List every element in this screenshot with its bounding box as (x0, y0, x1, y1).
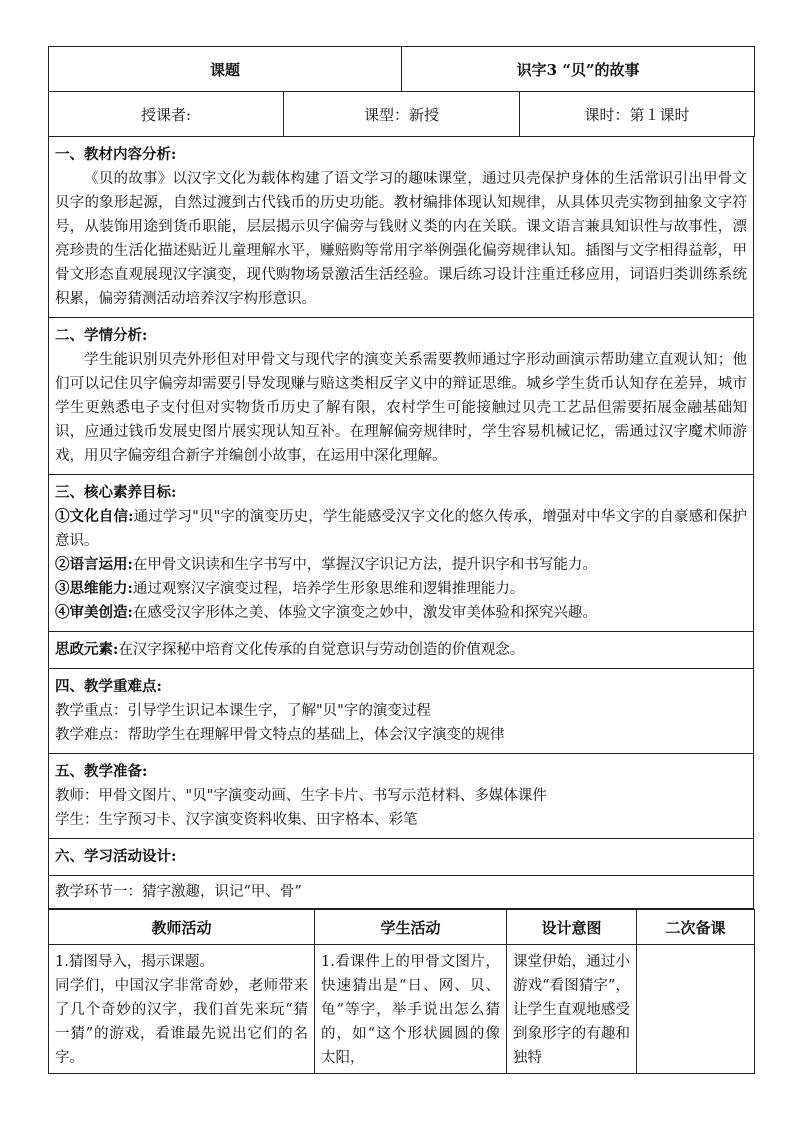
section-key-points (49, 669, 754, 754)
goal-item: ③思维能力:通过观察汉字演变过程，培养学生形象思维和逻辑推理能力。 (55, 580, 525, 597)
col-second-prep: 二次备课 (637, 910, 755, 945)
key-point: 教学重点：引导学生识记本课生字，了解"贝"字的演变过程 (55, 703, 431, 719)
section-title: 五、教学准备: (55, 763, 148, 780)
section-preparation (49, 754, 754, 839)
section-title: 二、学情分析: (55, 327, 148, 344)
section-title: 四、教学重难点: (55, 678, 162, 695)
activity-link: 教学环节一：猜字激趣，识记“甲、骨” (49, 876, 754, 909)
lesson-plan-page (48, 46, 754, 1074)
section-activity-title (49, 839, 754, 876)
topic-value: 识字3 “贝”的故事 (402, 47, 755, 92)
teacher-activity-cell: 1.猜图导入，揭示课题。 同学们，中国汉字非常奇妙，老师带来了几个奇妙的汉字，我们首先来玩“猜一猜”的游戏，看谁最先说出它们的名字。 (49, 945, 315, 1074)
activity-row (49, 945, 755, 1074)
meta-row (49, 92, 755, 137)
section-title: 六、学习活动设计: (55, 848, 177, 865)
goal-item: ④审美创造:在感受汉字形体之美、体验文字演变之妙中，激发审美体验和探究兴趣。 (55, 604, 597, 621)
activity-table (48, 909, 755, 1074)
design-intent-cell: 课堂伊始，通过小游戏“看图猜字”，让学生直观地感受到象形字的有趣和独特 (507, 945, 637, 1074)
ideology-text: 在汉字探秘中培育文化传承的自觉意识与劳动创造的价值观念。 (118, 642, 525, 658)
teacher-cell: 授课者: (49, 92, 284, 137)
section-title: 三、核心素养目标: (55, 484, 177, 501)
col-student-activity: 学生活动 (315, 910, 507, 945)
section-ideology (49, 632, 754, 669)
col-design-intent: 设计意图 (507, 910, 637, 945)
section-title: 一、教材内容分析: (55, 146, 177, 163)
student-activity-cell: 1.看课件上的甲骨文图片，快速猜出是“日、网、贝、龟”等字，举手说出怎么猜的，如“这个形状圆圆的像太阳， (315, 945, 507, 1074)
lesson-type-cell: 课型：新授 (284, 92, 520, 137)
section-text: 《贝的故事》以汉字文化为载体构建了语文学习的趣味课堂，通过贝壳保护身体的生活常识引出甲骨文贝字的象形起源，自然过渡到古代钱币的历史功能。教材编排体现认知规律，从具体贝壳实物到抽象文字符号，从装饰用途到货币职能，层层揭示贝字偏旁与钱财义类的内在关联。课文语言兼具知识性与故事性，漂亮珍贵的生活化描述贴近儿童理解水平，赚赔购等常用字举例强化偏旁规律认知。插图与文字相得益彰，甲骨文形态直观展现汉字演变，现代购物场景激活生活经验。课后练习设计注重迁移应用，词语归类训练系统积累，偏旁猜测活动培养汉字构形意识。 (55, 171, 747, 307)
section-text: 学生能识别贝壳外形但对甲骨文与现代字的演变关系需要教师通过字形动画演示帮助建立直观认知；他们可以记住贝字偏旁却需要引导发现赚与赔这类相反字义中的辩证思维。城乡学生货币认知存在差异，城市学生更熟悉电子支付但对实物货币历史了解有限，农村学生可能接触过贝壳工艺品但需要拓展金融基础知识，应通过钱币发展史图片展实现认知互补。在理解偏旁规律时，学生容易机械记忆，需通过汉字魔术师游戏，用贝字偏旁组合新字并编创小故事，在运用中深化理解。 (55, 352, 747, 464)
topic-label: 课题 (49, 47, 402, 92)
student-prep: 学生：生字预习卡、汉字演变资料收集、田字格本、彩笔 (55, 812, 418, 828)
section-students (49, 318, 754, 475)
col-teacher-activity: 教师活动 (49, 910, 315, 945)
activity-header-row (49, 910, 755, 945)
second-prep-cell (637, 945, 755, 1074)
difficult-point: 教学难点：帮助学生在理解甲骨文特点的基础上，体会汉字演变的规律 (55, 727, 505, 743)
ideology-label: 思政元素: (55, 641, 119, 658)
header-table (48, 46, 755, 137)
content-table (48, 137, 754, 909)
topic-row (49, 47, 755, 92)
section-goals (49, 475, 754, 632)
goal-item: ①文化自信:通过学习"贝"字的演变历史，学生能感受汉字文化的悠久传承，增强对中华文字的自豪感和保护意识。 (55, 508, 747, 549)
section-material (49, 137, 754, 318)
period-cell: 课时：第１课时 (520, 92, 755, 137)
teacher-prep: 教师：甲骨文图片、"贝"字演变动画、生字卡片、书写示范材料、多媒体课件 (55, 788, 547, 804)
goal-item: ②语言运用:在甲骨文识读和生字书写中，掌握汉字识记方法，提升识字和书写能力。 (55, 556, 597, 573)
